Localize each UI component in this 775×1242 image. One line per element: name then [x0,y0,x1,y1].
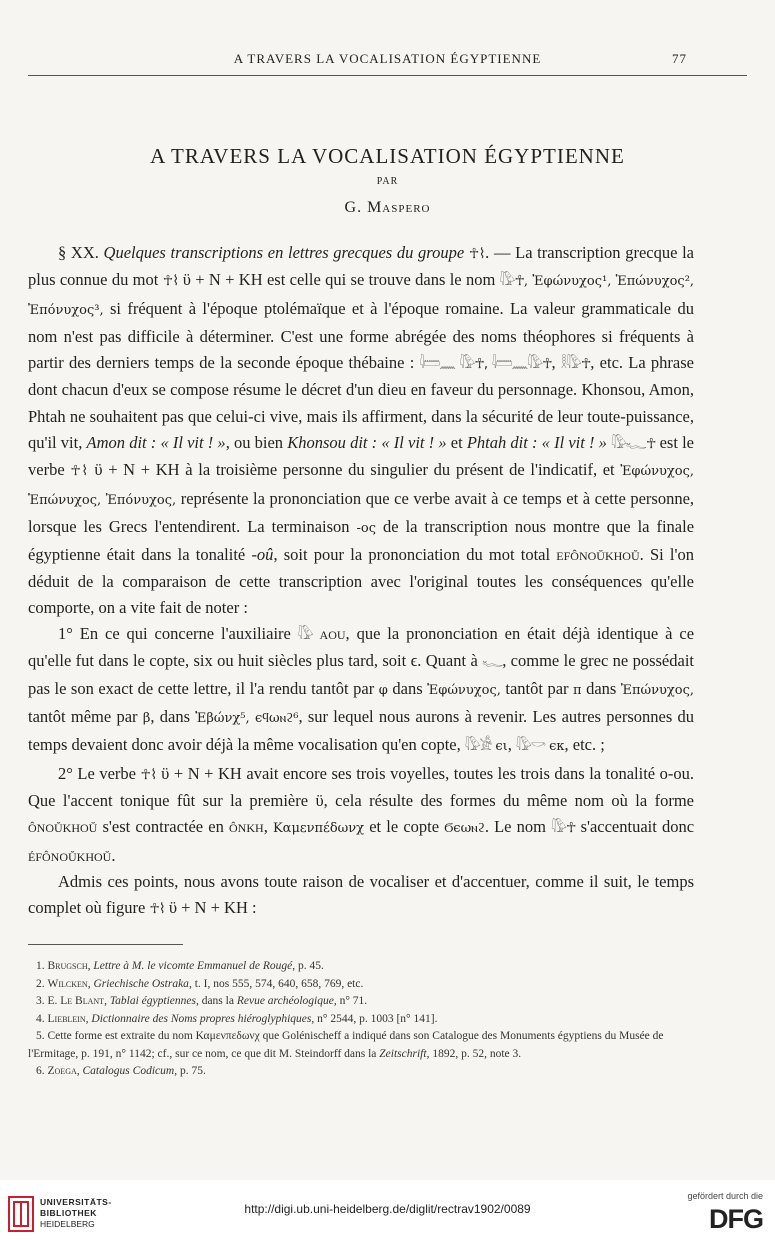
hieroglyph-group: 𓎛𓇋𓅱☥ [560,356,591,373]
running-head [28,51,747,71]
paragraph-4: Admis ces points, nous avons toute raison de vocaliser et d'accentuer, comme il suit, le temps complet où figure ☥⌇ ϋ + N + KH : [28,871,694,918]
paragraph-2: 1° En ce qui concerne l'auxiliaire 𓇋𓅱 aou, que la prononciation en était déjà identique à ce qu'elle fut dans le copte, six ou huit siècles plus tard, soit ϵ. Quant à 𓆑, comme le grec ne possédait pas le son exact de cette lettre, il l'a rendu tantôt par φ dans Ἐφώνυχος, tantôt par π dans Ἐπώνυχος, tantôt même par β, dans Ἐβώνχ⁵, ϵϥωⲛϩ⁶, sur lequel nous aurons à revenir. Les autres personnes du temps devaient donc avoir déjà la même vocalisation qu'en copte, 𓇋𓅱𓀀 ϵι, 𓇋𓅱𓎡 ϵκ, etc. ; [28,624,695,755]
author-initial: G. [344,199,363,216]
author [0,199,775,217]
footnote-3: 3. E. Le Blant, Tablai égyptiennes, dans la Revue archéologique, n° 71. [36,995,368,1007]
hieroglyph-group: 𓇋𓅱☥ [499,273,524,290]
hieroglyph-group: 𓇋𓅱𓎡 [516,738,545,755]
hieroglyph-group: 𓇋𓅱☥ [551,820,576,837]
section-number: § XX. [58,243,99,262]
hieroglyph-group: ☥⌇ [140,766,157,783]
library-name: UNIVERSITÄTS- BIBLIOTHEK HEIDELBERG [40,1197,112,1229]
funding-label: gefördert durch die [687,1191,763,1201]
hieroglyph-group: ☥⌇ [149,901,165,918]
permalink-url[interactable]: http://digi.ub.uni-heidelberg.de/diglit/rectrav1902/0089 [244,1202,531,1216]
byline-par: PAR [376,176,399,187]
hieroglyph-group: 𓆑 [482,654,503,671]
hieroglyph-group: ☥⌇ [468,246,486,262]
section-heading: Quelques transcriptions en lettres grecques du groupe [103,243,465,262]
dfg-logo: DFG [709,1204,763,1234]
footnote-4: 4. Lieblein, Dictionnaire des Noms propres hiéroglyphiques, n° 2544, p. 1003 [n° 141]. [36,1012,438,1025]
hieroglyph-group: 𓇋𓏠𓈖 𓇋𓅱☥, 𓇋𓏠𓈖𓇋𓅱☥ [419,356,552,373]
footnote-rule [28,944,183,945]
hieroglyph-group: ☥⌇ [70,463,89,480]
page-number: 77 [672,51,687,66]
hieroglyph-group: 𓇋𓅱𓀀 [464,738,492,755]
hieroglyph-group: 𓇋𓅱𓆑☥ [611,436,656,453]
hieroglyph-group: 𓇋𓅱 [297,627,313,644]
footnote-2: 2. Wilcken, Griechische Ostraka, t. I, nos 555, 574, 640, 658, 769, etc. [36,977,364,990]
footnotes [28,958,694,1081]
article-title: A TRAVERS LA VOCALISATION ÉGYPTIENNE [150,144,625,168]
footnote-5: 5. Cette forme est extraite du nom Καμενπεδωνχ que Golénischeff a indiqué dans son Catalogue des Monuments égyptiens du Musée de l'Ermitage, p. 191, n° 1142; cf., sur ce nom, ce que dit M. Steindorff dans la Zeitschrift, 1892, p. 52, note 3. [28,1030,664,1060]
paragraph-3: 2° Le verbe ☥⌇ ϋ + N + KH avait encore ses trois voyelles, toutes les trois dans la tonalité o-ou. Que l'accent tonique fût sur la première ϋ, cela résulte des formes du même nom où la forme ônoŭkhoŭ s'est contractée en ônkh, Καμενπέδωνχ et le copte Ϭϵωⲛϩ. Le nom 𓇋𓅱☥ s'accentuait donc éfônoŭkhoŭ. [28,763,695,865]
viewer-footer [0,1180,775,1242]
author-name: Maspero [367,199,431,216]
hieroglyph-group: ☥⌇ [162,273,179,290]
header-rule [28,75,747,76]
footnote-1: 1. Brugsch, Lettre à M. le vicomte Emmanuel de Rougé, p. 45. [36,960,324,972]
article-body [28,240,694,922]
running-head-title: A TRAVERS LA VOCALISATION ÉGYPTIENNE [233,51,542,66]
paragraph-1: § XX. Quelques transcriptions en lettres grecques du groupe ☥⌇. — La transcription grecque la plus connue du mot ☥⌇ ϋ + N + KH est celle qui se trouve dans le nom 𓇋𓅱☥, Ἐφώνυχος¹, Ἐπώνυχος², Ἐπόνυχος³, si fréquent à l'époque ptolémaïque et à l'époque romaine. La valeur grammaticale du nom n'est pas difficile à déterminer. C'est une forme abrégée des noms théophores si fréquents à partir des derniers temps de la seconde époque thébaine : 𓇋𓏠𓈖 𓇋𓅱☥, 𓇋𓏠𓈖𓇋𓅱☥, 𓎛𓇋𓅱☥, etc. La phrase dont chacun d'eux se compose résume le décret d'un dieu en faveur du personnage. Khonsou, Amon, Phtah ne souhaitent pas que celui-ci vive, mais ils affirment, dans la sécurité de leur toute-puissance, qu'il vit, Amon dit : « Il vit ! », ou bien Khonsou dit : « Il vit ! » et Phtah dit : « Il vit ! » 𓇋𓅱𓆑☥ est le verbe ☥⌇ ϋ + N + KH à la troisième personne du singulier du présent de l'indicatif, et Ἐφώνυχος, Ἐπώνυχος, Ἐπόνυχος, représente la prononciation que ce verbe avait à ce temps et à cette personne, lorsque les Grecs l'entendirent. La terminaison -ος de la transcription nous montre que la finale égyptienne était dans la tonalité -oû, soit pour la prononciation du mot total efônoŭkhoŭ. Si l'on déduit de la comparaison de cette transcription avec l'original toutes les conséquences qu'elle comporte, on a vite fait de noter : [28,243,695,617]
footnote-6: 6. Zoega, Catalogus Codicum, p. 75. [36,1065,206,1077]
